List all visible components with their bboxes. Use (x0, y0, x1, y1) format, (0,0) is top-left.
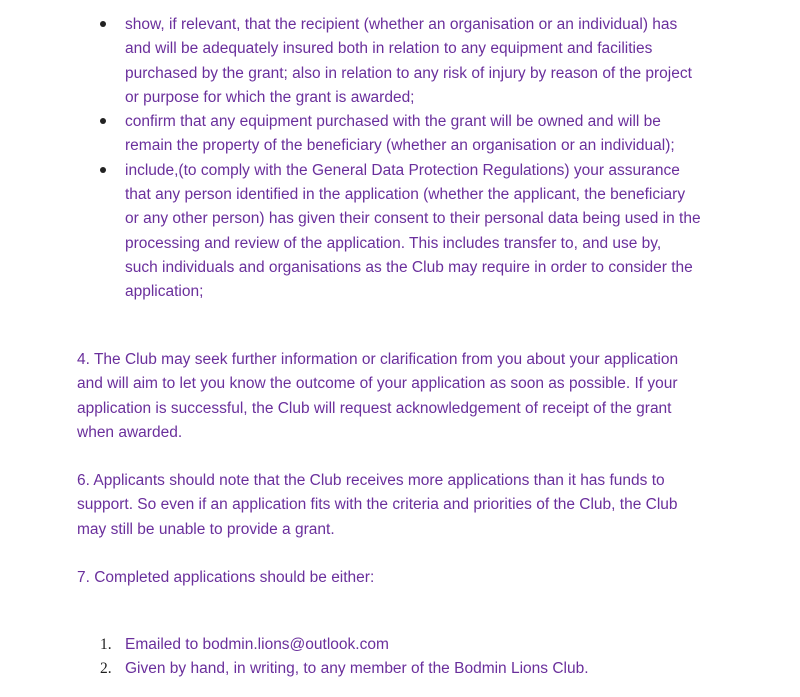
text-line: 6. Applicants should note that the Club receives more applications than it has funds to (77, 472, 665, 489)
text-line: support. So even if an application fits with the criteria and priorities of the Club, the Club (77, 496, 678, 514)
paragraph-6-applicants-note (77, 469, 777, 542)
bullet-equipment-ownership (0, 110, 800, 159)
text-line: processing and review of the application. This includes transfer to, and use by, (125, 234, 662, 252)
text-line: such individuals and organisations as the Club may require in order to consider the (125, 258, 693, 276)
submission-option-by-hand (0, 657, 800, 681)
text-line: application; (125, 283, 204, 301)
text-line: or any other person) has given their consent to their personal data being used in the (125, 210, 701, 228)
bullet-gdpr-consent (0, 159, 800, 305)
text-line: may still be unable to provide a grant. (77, 520, 335, 538)
text-line: application is successful, the Club will request acknowledgement of receipt of the grant (77, 399, 672, 417)
requirements-bullet-list (0, 13, 800, 305)
text-line: include,(to comply with the General Data Protection Regulations) your assurance (125, 161, 680, 179)
by-hand-option-text: Given by hand, in writing, to any member of the Bodmin Lions Club. (125, 660, 589, 678)
submission-option-email (0, 633, 800, 657)
text-line: and will aim to let you know the outcome of your application as soon as possible. If your (77, 375, 678, 393)
bullet-dot-icon (100, 21, 106, 27)
text-line: show, if relevant, that the recipient (whether an organisation or an individual) has (125, 16, 678, 33)
text-line: or purpose for which the grant is awarded; (125, 88, 415, 106)
text-line: and will be adequately insured both in relation to any equipment and facilities (125, 40, 653, 58)
bullet-insurance (0, 13, 800, 110)
bullet-dot-icon (100, 118, 106, 124)
text-line: remain the property of the beneficiary (whether an organisation or an individual); (125, 137, 675, 155)
list-number: 2. (100, 660, 112, 678)
list-number: 1. (100, 636, 112, 653)
submission-options-list (0, 633, 800, 682)
text-line: 4. The Club may seek further information or clarification from you about your application (77, 351, 679, 368)
bullet-dot-icon (100, 167, 106, 173)
text-line: that any person identified in the application (whether the applicant, the beneficiary (125, 186, 686, 204)
paragraph-7-completed-applications (77, 566, 777, 590)
text-line: purchased by the grant; also in relation to any risk of injury by reason of the project (125, 64, 692, 82)
paragraph-4-further-information (77, 348, 777, 445)
text-line: confirm that any equipment purchased with the grant will be owned and will be (125, 113, 661, 131)
text-line: 7. Completed applications should be either: (77, 569, 375, 586)
email-option-text: Emailed to bodmin.lions@outlook.com (125, 636, 389, 653)
text-line: when awarded. (77, 423, 183, 441)
